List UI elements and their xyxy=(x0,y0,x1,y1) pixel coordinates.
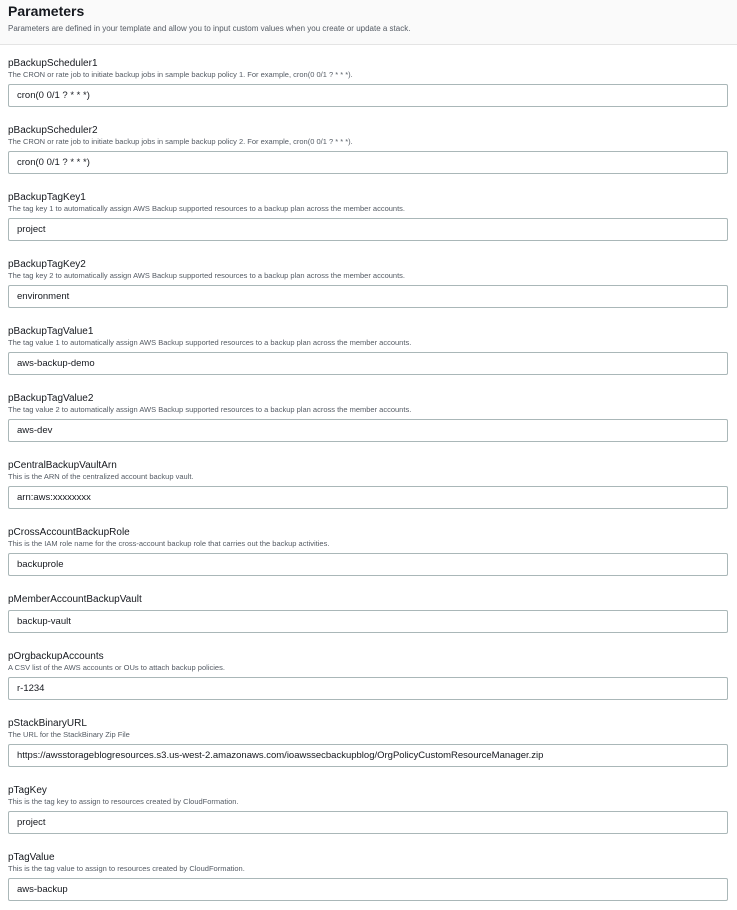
parameter-label: pCrossAccountBackupRole xyxy=(8,527,130,538)
parameter-label: pBackupTagKey2 xyxy=(8,259,86,270)
parameter-input[interactable]: https://awsstorageblogresources.s3.us-west-2.amazonaws.com/ioawssecbackupblog/OrgPolicyCustomResourceManager.zip xyxy=(8,744,728,767)
parameter-label: pBackupScheduler1 xyxy=(8,58,98,69)
parameter-description: The CRON or rate job to initiate backup jobs in sample backup policy 1. For example, cron(0 0/1 ? * * *). xyxy=(8,70,353,79)
parameter-field xyxy=(8,460,729,509)
parameter-field xyxy=(8,651,729,700)
parameter-input[interactable]: r-1234 xyxy=(8,677,728,700)
parameter-label: pOrgbackupAccounts xyxy=(8,651,104,662)
parameter-input[interactable]: aws-dev xyxy=(8,419,728,442)
parameter-label: pTagKey xyxy=(8,785,47,796)
parameter-field xyxy=(8,852,729,901)
parameter-input[interactable]: arn:aws:xxxxxxxx xyxy=(8,486,728,509)
parameter-description: This is the ARN of the centralized account backup vault. xyxy=(8,472,194,481)
parameter-description: A CSV list of the AWS accounts or OUs to attach backup policies. xyxy=(8,663,225,672)
parameter-field xyxy=(8,393,729,442)
parameter-description: The tag key 2 to automatically assign AWS Backup supported resources to a backup plan across the member accounts. xyxy=(8,271,406,280)
parameter-field xyxy=(8,259,729,308)
parameter-input[interactable]: cron(0 0/1 ? * * *) xyxy=(8,151,728,174)
parameter-label: pBackupTagValue1 xyxy=(8,326,94,337)
parameter-input[interactable]: environment xyxy=(8,285,728,308)
parameter-label: pBackupScheduler2 xyxy=(8,125,98,136)
parameter-description: The tag value 1 to automatically assign AWS Backup supported resources to a backup plan across the member accounts. xyxy=(8,338,412,347)
parameter-description: The tag key 1 to automatically assign AWS Backup supported resources to a backup plan across the member accounts. xyxy=(8,204,406,213)
parameter-field xyxy=(8,527,729,576)
parameter-description: This is the IAM role name for the cross-account backup role that carries out the backup activities. xyxy=(8,539,330,548)
parameter-label: pCentralBackupVaultArn xyxy=(8,460,117,471)
parameter-field xyxy=(8,326,729,375)
parameter-label: pMemberAccountBackupVault xyxy=(8,594,142,605)
parameter-label: pBackupTagValue2 xyxy=(8,393,94,404)
parameter-input[interactable]: backup-vault xyxy=(8,610,728,633)
parameter-field xyxy=(8,192,729,241)
parameter-input[interactable]: backuprole xyxy=(8,553,728,576)
parameter-description: The URL for the StackBinary Zip File xyxy=(8,730,130,739)
parameter-label: pStackBinaryURL xyxy=(8,718,87,729)
parameter-input[interactable]: project xyxy=(8,218,728,241)
page-subtitle: Parameters are defined in your template and allow you to input custom values when you create or update a stack. xyxy=(8,24,411,33)
parameter-label: pBackupTagKey1 xyxy=(8,192,86,203)
parameter-input[interactable]: cron(0 0/1 ? * * *) xyxy=(8,84,728,107)
parameter-description: This is the tag key to assign to resources created by CloudFormation. xyxy=(8,797,239,806)
parameter-input[interactable]: project xyxy=(8,811,728,834)
parameter-input[interactable]: aws-backup xyxy=(8,878,728,901)
parameter-input[interactable]: aws-backup-demo xyxy=(8,352,728,375)
parameter-field xyxy=(8,125,729,174)
parameter-field xyxy=(8,58,729,107)
parameters-form xyxy=(0,45,737,901)
parameter-description: The CRON or rate job to initiate backup jobs in sample backup policy 2. For example, cron(0 0/1 ? * * *). xyxy=(8,137,353,146)
parameter-field xyxy=(8,718,729,767)
parameter-field xyxy=(8,785,729,834)
parameters-header xyxy=(0,0,737,45)
parameter-label: pTagValue xyxy=(8,852,55,863)
parameter-field xyxy=(8,594,729,633)
page-title: Parameters xyxy=(8,3,85,19)
parameter-description: This is the tag value to assign to resources created by CloudFormation. xyxy=(8,864,245,873)
parameter-description: The tag value 2 to automatically assign AWS Backup supported resources to a backup plan across the member accounts. xyxy=(8,405,412,414)
